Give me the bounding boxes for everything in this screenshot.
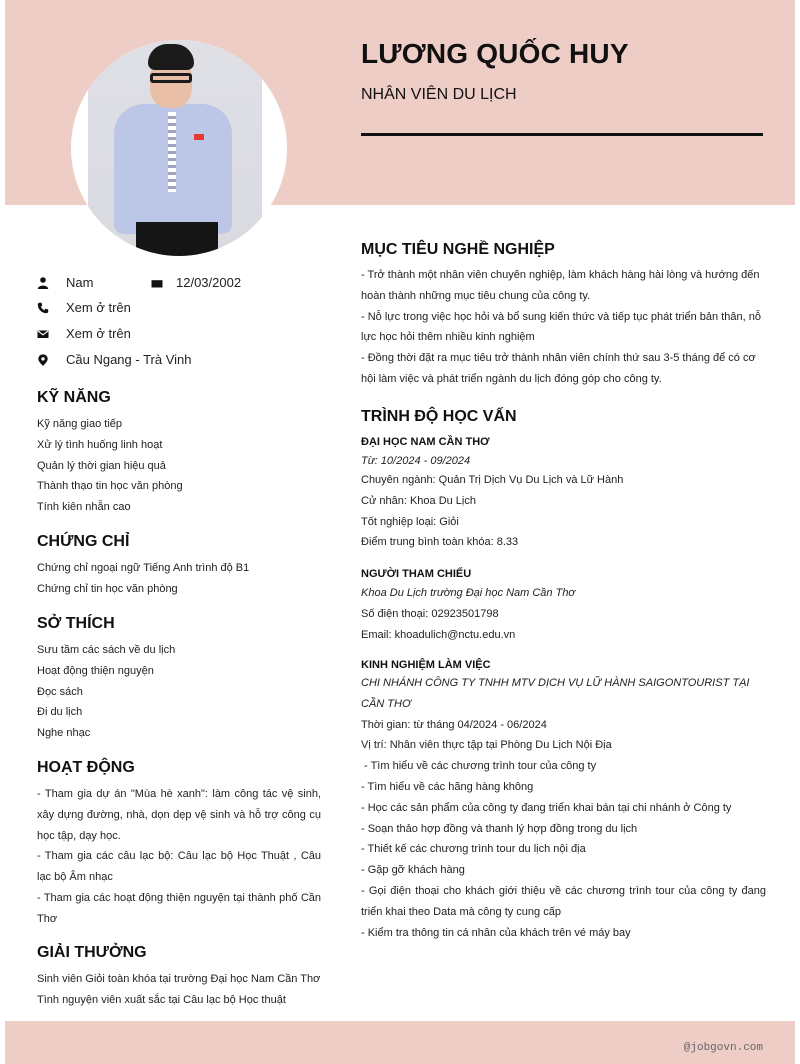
education-details bbox=[361, 470, 764, 553]
hobby-item: Nghe nhạc bbox=[37, 727, 91, 740]
contact-address bbox=[37, 352, 192, 367]
experience-company: CHI NHÁNH CÔNG TY TNHH MTV DỊCH VỤ LỮ HÀNH SAIGONTOURIST TẠI CẦN THƠ bbox=[361, 677, 750, 710]
experience-task: - Gọi điện thoại cho khách giới thiệu về các chương trình tour của công ty đang triển khai theo Data mà công ty cung cấp bbox=[361, 884, 766, 918]
mail-icon bbox=[37, 328, 49, 340]
experience-task: - Kiểm tra thông tin cá nhân của khách trên vé máy bay bbox=[361, 926, 631, 939]
person-icon bbox=[37, 277, 49, 289]
portrait-image bbox=[88, 40, 262, 256]
objective-item: - Trở thành một nhân viên chuyên nghiệp, làm khách hàng hài lòng và hướng đến hoàn thành những mục tiêu chung của công ty. bbox=[361, 269, 760, 302]
activity-item: - Tham gia các câu lạc bộ: Câu lạc bộ Học Thuật , Câu lạc bộ Âm nhạc bbox=[37, 850, 321, 884]
activity-item: - Tham gia dự án "Mùa hè xanh": làm công tác vệ sinh, xây dựng đường, nhà, dọn dẹp vệ sinh và hỗ trợ công cụ học tập, dạy học. bbox=[37, 788, 321, 842]
education-period: Từ: 10/2024 - 09/2024 bbox=[361, 455, 471, 467]
experience-task: - Học các sản phẩm của công ty đang triển khai bán tại chi nhánh ở Công ty bbox=[361, 801, 732, 814]
certificate-item: Chứng chỉ tin học văn phòng bbox=[37, 582, 178, 595]
skills-heading: KỸ NĂNG bbox=[37, 389, 111, 406]
experience-task: - Thiết kế các chương trình tour du lịch nội địa bbox=[361, 843, 586, 856]
phone-icon bbox=[37, 302, 49, 314]
experience-position: Vị trí: Nhân viên thực tập tại Phòng Du Lịch Nội Địa bbox=[361, 739, 612, 752]
education-detail: Cử nhân: Khoa Du Lịch bbox=[361, 494, 476, 507]
education-school: ĐẠI HỌC NAM CẦN THƠ bbox=[361, 436, 490, 448]
award-item: Tình nguyện viên xuất sắc tại Câu lạc bộ Học thuật bbox=[37, 993, 286, 1006]
certificate-item: Chứng chỉ ngoại ngữ Tiếng Anh trình độ B1 bbox=[37, 562, 250, 574]
hobby-item: Hoạt động thiện nguyện bbox=[37, 664, 154, 677]
experience-task: - Tìm hiểu về các hãng hàng không bbox=[361, 780, 534, 793]
hobby-item: Đi du lịch bbox=[37, 706, 83, 719]
experience-heading: KINH NGHIỆM LÀM VIỆC bbox=[361, 659, 491, 671]
reference-heading: NGƯỜI THAM CHIẾU bbox=[361, 568, 472, 580]
title-divider bbox=[361, 133, 763, 136]
email-value: Xem ở trên bbox=[66, 326, 131, 341]
reference-org: Khoa Du Lịch trường Đại học Nam Cần Thơ bbox=[361, 587, 576, 599]
activities-heading: HOẠT ĐỘNG bbox=[37, 759, 135, 776]
candidate-name: LƯƠNG QUỐC HUY bbox=[361, 38, 629, 69]
skill-item: Tính kiên nhẫn cao bbox=[37, 501, 131, 514]
experience-time: Thời gian: từ tháng 04/2024 - 06/2024 bbox=[361, 718, 547, 731]
experience-details bbox=[361, 673, 766, 943]
hobby-item: Sưu tầm các sách về du lịch bbox=[37, 644, 176, 656]
certificates-heading: CHỨNG CHỈ bbox=[37, 533, 130, 550]
watermark: @jobgovn.com bbox=[683, 1042, 763, 1054]
hobbies-list bbox=[37, 640, 327, 744]
reference-details bbox=[361, 583, 764, 645]
job-title: NHÂN VIÊN DU LỊCH bbox=[361, 86, 517, 103]
gender-value: Nam bbox=[66, 275, 94, 290]
footer-band bbox=[5, 1021, 795, 1064]
contact-phone bbox=[37, 300, 131, 315]
objective-heading: MỤC TIÊU NGHỀ NGHIỆP bbox=[361, 241, 555, 258]
skill-item: Xử lý tình huống linh hoạt bbox=[37, 438, 163, 451]
awards-heading: GIẢI THƯỞNG bbox=[37, 944, 147, 961]
objective-item: - Nỗ lực trong việc học hỏi và bổ sung kiến thức và tiếp tục phát triển bản thân, nỗ lực học hỏi thêm nhiều kinh nghiệm bbox=[361, 310, 761, 344]
experience-task: - Tìm hiểu về các chương trình tour của công ty bbox=[361, 760, 597, 773]
skill-item: Kỹ năng giao tiếp bbox=[37, 418, 123, 430]
objective-item: - Đồng thời đặt ra mục tiêu trở thành nhân viên chính thứ sau 3-5 tháng để có cơ hội làm việc và phát triển ngành du lịch đóng góp cho công ty. bbox=[361, 352, 756, 385]
reference-email[interactable]: Email: khoadulich@nctu.edu.vn bbox=[361, 628, 516, 641]
profile-photo bbox=[71, 40, 287, 256]
address-value: Cầu Ngang - Trà Vinh bbox=[66, 352, 192, 367]
phone-value: Xem ở trên bbox=[66, 300, 131, 315]
award-item: Sinh viên Giỏi toàn khóa tại trường Đại học Nam Cần Thơ bbox=[37, 973, 321, 985]
awards-list bbox=[37, 969, 337, 1011]
reference-phone: Số điện thoại: 02923501798 bbox=[361, 607, 499, 620]
contact-gender bbox=[37, 275, 93, 290]
hobby-item: Đọc sách bbox=[37, 685, 83, 698]
education-detail: Điểm trung bình toàn khóa: 8.33 bbox=[361, 536, 519, 549]
activities-list bbox=[37, 784, 321, 930]
contact-birthday bbox=[151, 275, 241, 290]
hobbies-heading: SỞ THÍCH bbox=[37, 615, 115, 632]
skill-item: Thành thạo tin học văn phòng bbox=[37, 480, 183, 493]
birthday-value: 12/03/2002 bbox=[176, 275, 242, 290]
education-detail: Chuyên ngành: Quản Trị Dịch Vụ Du Lịch và Lữ Hành bbox=[361, 474, 624, 486]
location-pin-icon bbox=[37, 354, 49, 366]
education-detail: Tốt nghiệp loại: Giỏi bbox=[361, 515, 459, 528]
skill-item: Quản lý thời gian hiệu quả bbox=[37, 459, 166, 472]
skills-list bbox=[37, 414, 327, 518]
education-heading: TRÌNH ĐỘ HỌC VẤN bbox=[361, 408, 517, 425]
activity-item: - Tham gia các hoạt động thiện nguyện tại thành phố Cần Thơ bbox=[37, 891, 321, 925]
objective-list bbox=[361, 265, 764, 390]
contact-email bbox=[37, 326, 131, 341]
experience-task: - Gặp gỡ khách hàng bbox=[361, 864, 465, 877]
calendar-icon bbox=[151, 277, 163, 289]
experience-task: - Soạn thảo hợp đồng và thanh lý hợp đồng trong du lịch bbox=[361, 822, 638, 835]
certificates-list bbox=[37, 558, 327, 600]
